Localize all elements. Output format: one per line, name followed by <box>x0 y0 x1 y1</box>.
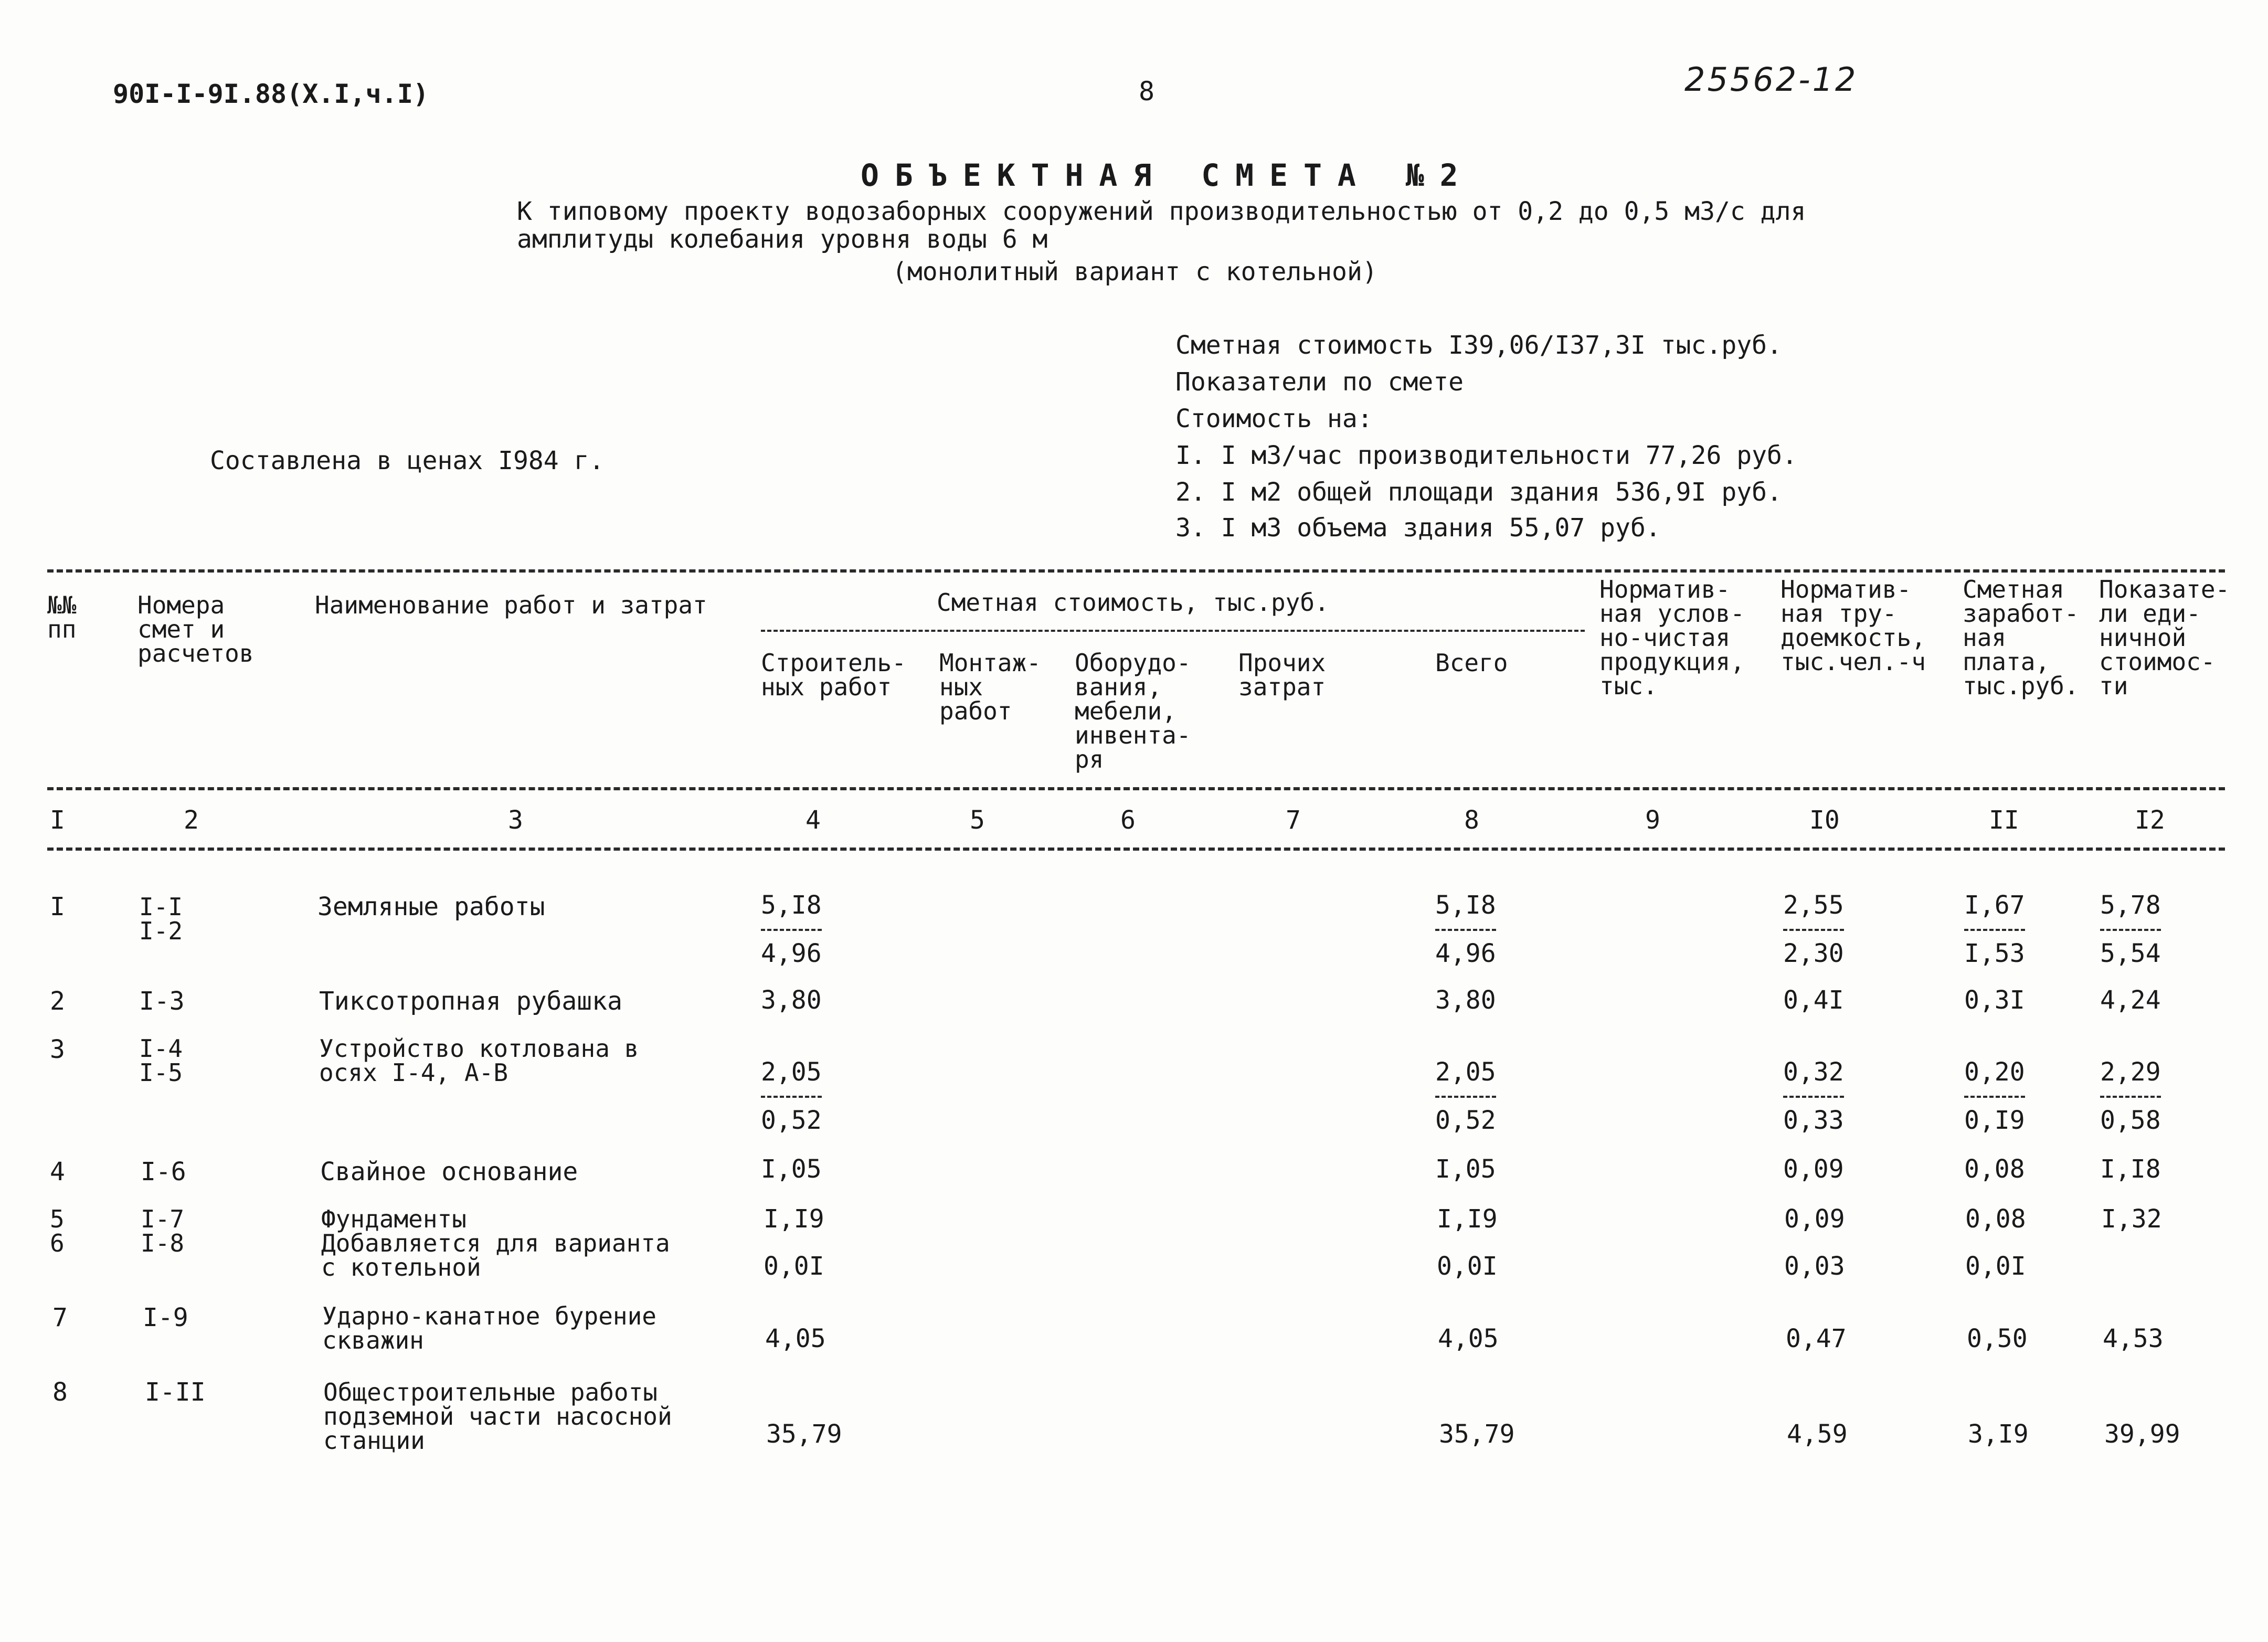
row-total: 3,80 <box>1435 986 1496 1015</box>
col-number: I0 <box>1809 806 1840 835</box>
col-number: I2 <box>2135 806 2165 835</box>
col-header-installation: Монтаж- ных работ <box>939 649 1041 725</box>
row-refs: I-I I-2 <box>139 893 183 945</box>
row-construction-extra: 0,0I <box>764 1252 824 1281</box>
row-number: 8 <box>52 1378 68 1407</box>
row-number: I <box>50 892 65 921</box>
row-wages: 0,50 <box>1967 1324 2028 1353</box>
row-unit-cost: I,I8 <box>2100 1154 2161 1184</box>
row-number: 2 <box>50 987 65 1016</box>
row-refs: I-7 I-8 <box>141 1205 185 1257</box>
col-header-equipment: Оборудо- вания, мебели, инвента- ря <box>1075 649 1191 774</box>
row-wages: 0,08 <box>1964 1154 2025 1184</box>
row-unit-cost: 4,24 <box>2100 986 2161 1015</box>
row-name: Общестроительные работы подземной части насосной станции <box>323 1378 672 1455</box>
row-total-fraction: $\frac{5,I8}{4,96}$ <box>1435 882 1496 976</box>
row-refs: I-II <box>145 1378 206 1407</box>
page-number: 8 <box>1139 76 1155 107</box>
sheet-number: 25562-12 <box>1684 60 1858 99</box>
row-number: 3 <box>50 1035 65 1064</box>
col-numbers-rule <box>47 848 2225 851</box>
col-number: 4 <box>806 806 821 835</box>
project-subtitle-line2: амплитуды колебания уровня воды 6 м <box>517 225 1048 254</box>
col-header-unit-cost: Показате- ли еди- ничной стоимос- ти <box>2099 575 2230 700</box>
row-name: Земляные работы <box>317 892 545 921</box>
row-refs: I-4 I-5 <box>139 1034 183 1087</box>
row-name: Свайное основание <box>320 1157 578 1187</box>
row-wages: 3,I9 <box>1968 1419 2029 1449</box>
project-subtitle-line1: К типовому проекту водозаборных сооружений производительностью от 0,2 до 0,5 м3/с для <box>517 197 1806 226</box>
col-number: 8 <box>1464 806 1479 835</box>
row-labor: 4,59 <box>1787 1419 1848 1449</box>
indicator-item-3: 3. I м3 объема здания 55,07 руб. <box>1175 513 1661 543</box>
col-header-other: Прочих затрат <box>1238 649 1326 701</box>
row-construction: 4,05 <box>765 1324 826 1353</box>
row-total-extra: 0,0I <box>1437 1252 1498 1281</box>
col-header-refs: Номера смет и расчетов <box>137 591 254 668</box>
col-header-wages: Сметная заработ- ная плата, тыс.руб. <box>1963 575 2079 700</box>
indicators-heading: Показатели по смете <box>1175 367 1464 397</box>
row-name: Ударно-канатное бурение скважин <box>322 1302 656 1354</box>
row-refs: I-9 <box>143 1303 188 1332</box>
header-bottom-rule <box>47 787 2225 790</box>
row-labor: 0,09 <box>1783 1154 1844 1184</box>
document-code: 90I-I-9I.88(X.I,ч.I) <box>113 79 429 109</box>
row-labor-fraction: $\frac{2,55}{2,30}$ <box>1783 882 1844 976</box>
col-header-num: №№ пп <box>47 591 77 643</box>
col-number: 7 <box>1286 806 1301 835</box>
row-name: Тиксотропная рубашка <box>319 987 622 1016</box>
row-total-fraction: $\frac{2,05}{0,52}$ <box>1435 1048 1496 1143</box>
variant-note: (монолитный вариант с котельной) <box>892 257 1377 287</box>
row-refs: I-3 <box>139 987 185 1016</box>
row-labor: 0,4I <box>1783 986 1844 1015</box>
row-wages-fraction: $\frac{0,20}{0,I9}$ <box>1964 1048 2025 1143</box>
row-total: I,I9 <box>1437 1204 1498 1234</box>
row-labor-fraction: $\frac{0,32}{0,33}$ <box>1783 1048 1844 1143</box>
row-labor: 0,09 <box>1784 1204 1845 1234</box>
row-labor: 0,47 <box>1786 1324 1847 1353</box>
col-number: II <box>1989 806 2019 835</box>
col-number: 3 <box>508 806 523 835</box>
indicator-item-1: I. I м3/час производительности 77,26 руб. <box>1175 441 1797 470</box>
col-header-labor: Норматив- ная тру- доемкость, тыс.чел.-ч <box>1781 575 1926 676</box>
row-total: 4,05 <box>1438 1324 1499 1353</box>
row-wages-fraction: $\frac{I,67}{I,53}$ <box>1964 882 2025 976</box>
row-construction-fraction: $\frac{2,05}{0,52}$ <box>761 1048 822 1143</box>
col-header-total: Всего <box>1435 649 1508 677</box>
row-unit-cost-fraction: $\frac{2,29}{0,58}$ <box>2100 1048 2161 1143</box>
row-wages: 0,3I <box>1964 986 2025 1015</box>
row-total: 35,79 <box>1439 1419 1515 1449</box>
row-number: 5 6 <box>50 1205 65 1257</box>
row-unit-cost: 4,53 <box>2103 1324 2164 1353</box>
row-unit-cost: I,32 <box>2101 1204 2162 1234</box>
row-unit-cost-fraction: $\frac{5,78}{5,54}$ <box>2100 882 2161 976</box>
group-header-rule <box>761 630 1585 632</box>
row-wages-extra: 0,0I <box>1965 1252 2026 1281</box>
row-labor-extra: 0,03 <box>1784 1252 1845 1281</box>
row-number: 7 <box>52 1303 68 1332</box>
row-total: I,05 <box>1435 1154 1496 1184</box>
row-unit-cost: 39,99 <box>2104 1419 2180 1449</box>
col-number: 6 <box>1120 806 1136 835</box>
indicator-item-2: 2. I м2 общей площади здания 536,9I руб. <box>1175 478 1782 507</box>
col-header-group: Сметная стоимость, тыс.руб. <box>937 588 1329 617</box>
col-number: 9 <box>1645 806 1660 835</box>
col-header-name: Наименование работ и затрат <box>315 591 707 619</box>
row-refs: I-6 <box>141 1157 186 1187</box>
row-construction: 3,80 <box>761 986 822 1015</box>
table-top-rule <box>47 569 2225 573</box>
row-construction: I,05 <box>761 1154 822 1184</box>
col-header-net-product: Норматив- ная услов- но-чистая продукция, тыс. <box>1599 575 1745 700</box>
estimated-cost: Сметная стоимость I39,06/I37,3I тыс.руб. <box>1175 331 1782 360</box>
col-number: 5 <box>970 806 985 835</box>
row-construction: 35,79 <box>766 1419 842 1449</box>
row-number: 4 <box>50 1157 65 1187</box>
prices-year: Составлена в ценах I984 г. <box>210 446 605 475</box>
cost-on-heading: Стоимость на: <box>1175 404 1373 433</box>
col-number: I <box>50 806 65 835</box>
row-name: Устройство котлована в осях I-4, А-В <box>319 1034 639 1087</box>
estimate-title: ОБЪЕКТНАЯ СМЕТА №2 <box>861 157 1474 193</box>
row-construction-fraction: $\frac{5,I8}{4,96}$ <box>761 882 822 976</box>
row-name: Фундаменты Добавляется для варианта с котельной <box>321 1205 670 1281</box>
col-number: 2 <box>184 806 199 835</box>
row-wages: 0,08 <box>1965 1204 2026 1234</box>
row-construction: I,I9 <box>764 1204 824 1234</box>
col-header-construction: Строитель- ных работ <box>761 649 906 701</box>
